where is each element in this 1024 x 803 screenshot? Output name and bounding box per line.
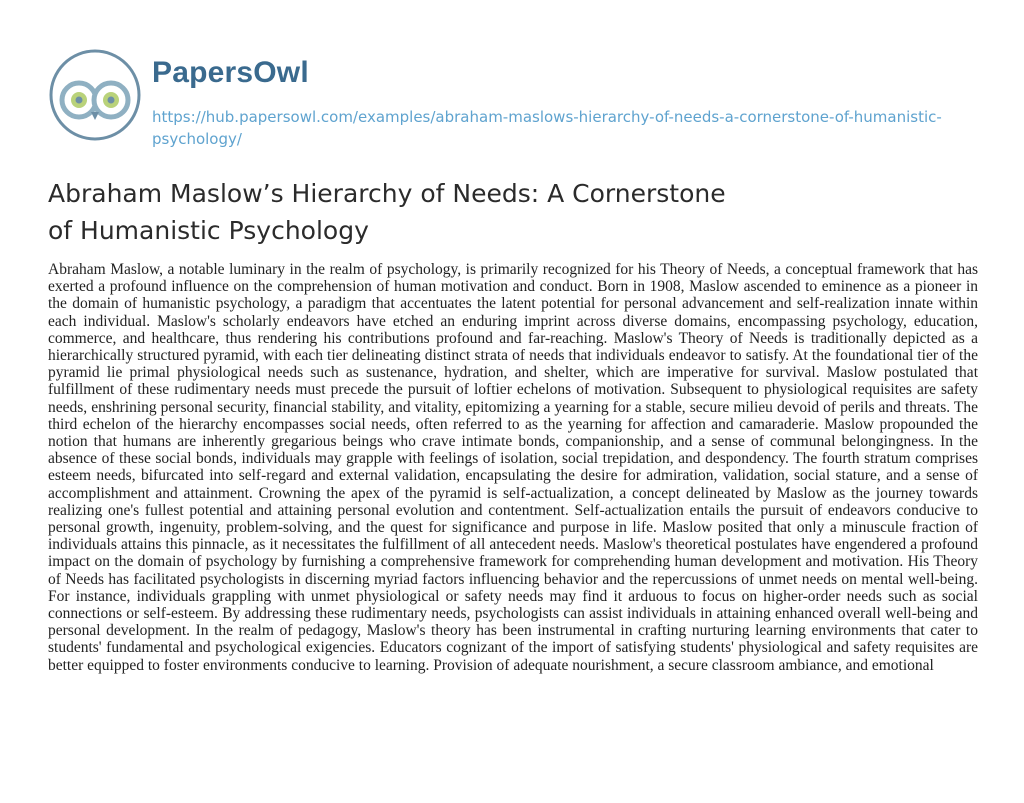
- article-title: Abraham Maslow’s Hierarchy of Needs: A Cornerstone of Humanistic Psychology: [48, 179, 726, 245]
- owl-logo-icon[interactable]: [48, 48, 142, 142]
- article-body: Abraham Maslow, a notable luminary in the realm of psychology, is primarily recognized for his Theory of Needs, a conceptual framework that has exerted a profound influence on the comprehension of human motivation and conduct. Born in 1908, Maslow ascended to eminence as a pioneer in the domain of humanistic psychology, a paradigm that accentuates the latent potential for personal advancement and self-realization innate within each individual. Maslow's scholarly endeavors have etched an enduring imprint across diverse domains, encompassing psychology, education, commerce, and healthcare, thus rendering his contributions profound and far-reaching. Maslow's Theory of Needs is traditionally depicted as a hierarchically structured pyramid, with each tier delineating distinct strata of needs that individuals endeavor to satisfy. At the foundational tier of the pyramid lie primal physiological needs such as sustenance, hydration, and shelter, which are imperative for survival. Maslow postulated that fulfillment of these rudimentary needs must precede the pursuit of loftier echelons of motivation. Subsequent to physiological requisites are safety needs, enshrining personal security, financial stability, and vitality, epitomizing a yearning for a stable, secure milieu devoid of perils and threats. The third echelon of the hierarchy encompasses social needs, often referred to as the yearning for affection and camaraderie. Maslow propounded the notion that humans are inherently gregarious beings who crave intimate bonds, companionship, and a sense of communal belongingness. In the absence of these social bonds, individuals may grapple with feelings of isolation, social trepidation, and despondency. The fourth stratum comprises esteem needs, bifurcated into self-regard and external validation, encapsulating the desire for admiration, validation, social stature, and a sense of accomplishment and attainment. Crowning the apex of the pyramid is self-actualization, a concept delineated by Maslow as the journey towards realizing one's fullest potential and attaining personal evolution and contentment. Self-actualization entails the pursuit of endeavors conducive to personal growth, ingenuity, problem-solving, and the quest for significance and purpose in life. Maslow posited that only a minuscule fraction of individuals attains this pinnacle, as it necessitates the fulfillment of all antecedent needs. Maslow's theoretical postulates have engendered a profound impact on the domain of psychology by furnishing a comprehensive framework for comprehending human development and motivation. His Theory of Needs has facilitated psychologists in discerning myriad factors influencing behavior and the repercussions of unmet needs on mental well-being. For instance, individuals grappling with unmet physiological or safety needs may find it arduous to focus on higher-order needs such as social connections or self-esteem. By addressing these rudimentary needs, psychologists can assist individuals in attaining enhanced overall well-being and personal development. In the realm of pedagogy, Maslow's theory has been instrumental in crafting nurturing learning environments that cater to students' fundamental and psychological exigencies. Educators cognizant of the import of satisfying students' physiological and safety requisites are better equipped to foster environments conducive to learning. Provision of adequate nourishment, a secure classroom ambiance, and emotional: [48, 261, 978, 674]
- brand-name[interactable]: PapersOwl: [152, 56, 309, 89]
- source-url-link[interactable]: https://hub.papersowl.com/examples/abraham-maslows-hierarchy-of-needs-a-cornerstone-of-humanistic-psychology/: [152, 108, 942, 148]
- site-header: [48, 48, 978, 158]
